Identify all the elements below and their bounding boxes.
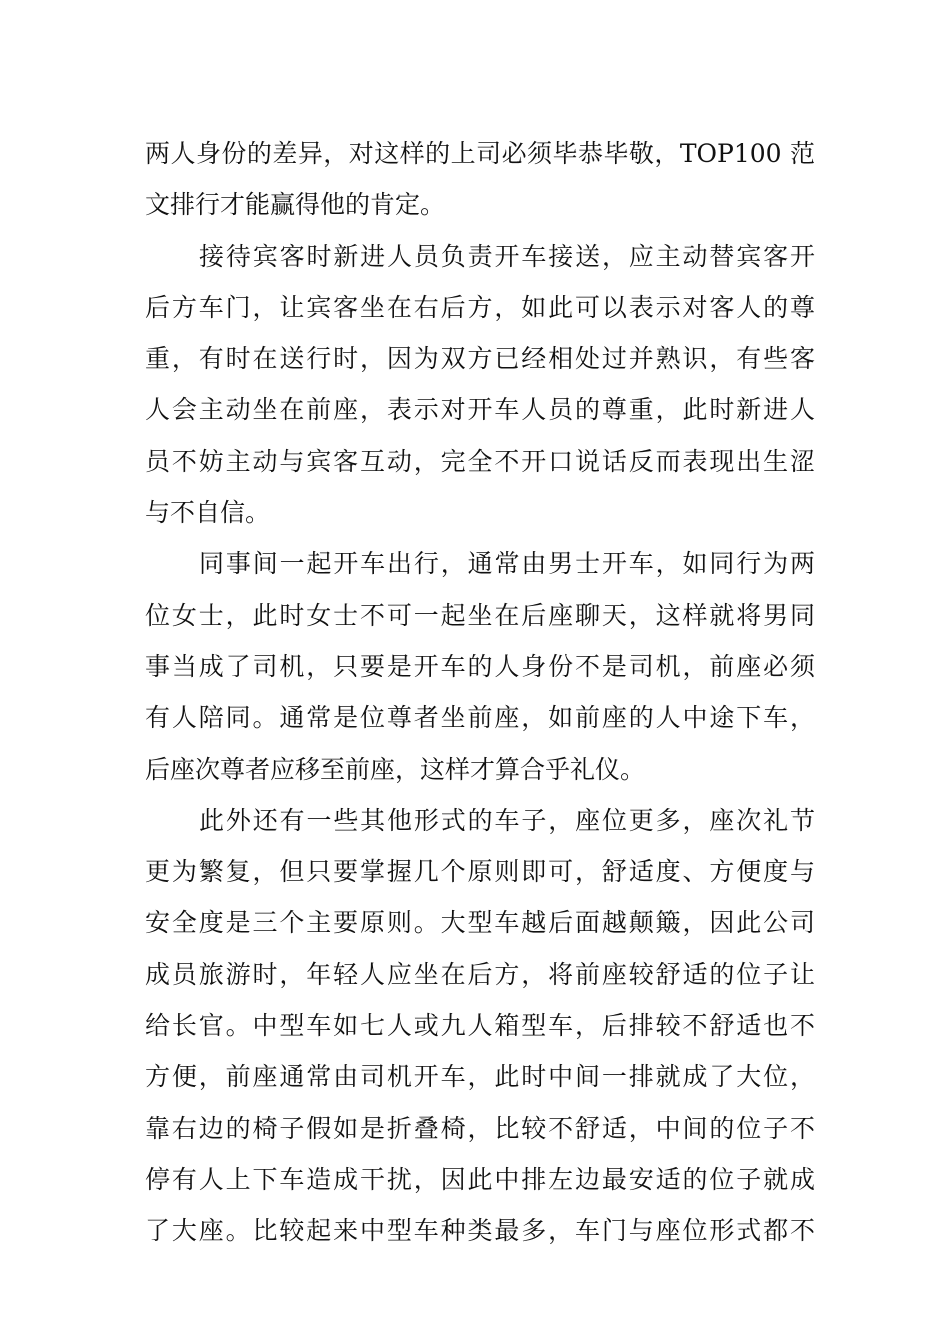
paragraph-first-line: 同事间一起开车出行，通常由男士开车，如同行为两 bbox=[199, 549, 815, 579]
text-line: 位女士，此时女士不可一起坐在后座聊天，这样就将男同 bbox=[145, 600, 815, 630]
text-line: 文排行才能赢得他的肯定。 bbox=[145, 190, 446, 220]
text-line: 人会主动坐在前座，表示对开车人员的尊重，此时新进人 bbox=[145, 395, 815, 425]
text-line: 停有人上下车造成干扰，因此中排左边最安适的位子就成 bbox=[145, 1164, 815, 1194]
text-line: 更为繁复，但只要掌握几个原则即可，舒适度、方便度与 bbox=[145, 857, 815, 887]
body-text bbox=[145, 128, 815, 1257]
text-line: 靠右边的椅子假如是折叠椅，比较不舒适，中间的位子不 bbox=[145, 1113, 815, 1143]
text-line: 两人身份的差异，对这样的上司必须毕恭毕敬，TOP100 范 bbox=[145, 139, 815, 168]
text-line: 后方车门，让宾客坐在右后方，如此可以表示对客人的尊 bbox=[145, 292, 815, 322]
text-line: 安全度是三个主要原则。大型车越后面越颠簸，因此公司 bbox=[145, 908, 815, 938]
text-line: 成员旅游时，年轻人应坐在后方，将前座较舒适的位子让 bbox=[145, 959, 815, 989]
text-line: 员不妨主动与宾客互动，完全不开口说话反而表现出生涩 bbox=[145, 446, 815, 476]
text-line: 事当成了司机，只要是开车的人身份不是司机，前座必须 bbox=[145, 651, 815, 681]
text-line: 重，有时在送行时，因为双方已经相处过并熟识，有些客 bbox=[145, 344, 815, 374]
text-line: 给长官。中型车如七人或九人箱型车，后排较不舒适也不 bbox=[145, 1011, 815, 1041]
paragraph-first-line: 此外还有一些其他形式的车子，座位更多，座次礼节 bbox=[199, 805, 815, 835]
text-line: 与不自信。 bbox=[145, 498, 271, 528]
paragraph-first-line: 接待宾客时新进人员负责开车接送，应主动替宾客开 bbox=[199, 241, 815, 271]
text-line: 方便，前座通常由司机开车，此时中间一排就成了大位， bbox=[145, 1062, 815, 1092]
text-line: 有人陪同。通常是位尊者坐前座，如前座的人中途下车， bbox=[145, 703, 815, 733]
text-line: 后座次尊者应移至前座，这样才算合乎礼仪。 bbox=[145, 754, 646, 784]
text-line: 了大座。比较起来中型车种类最多，车门与座位形式都不 bbox=[145, 1216, 815, 1246]
